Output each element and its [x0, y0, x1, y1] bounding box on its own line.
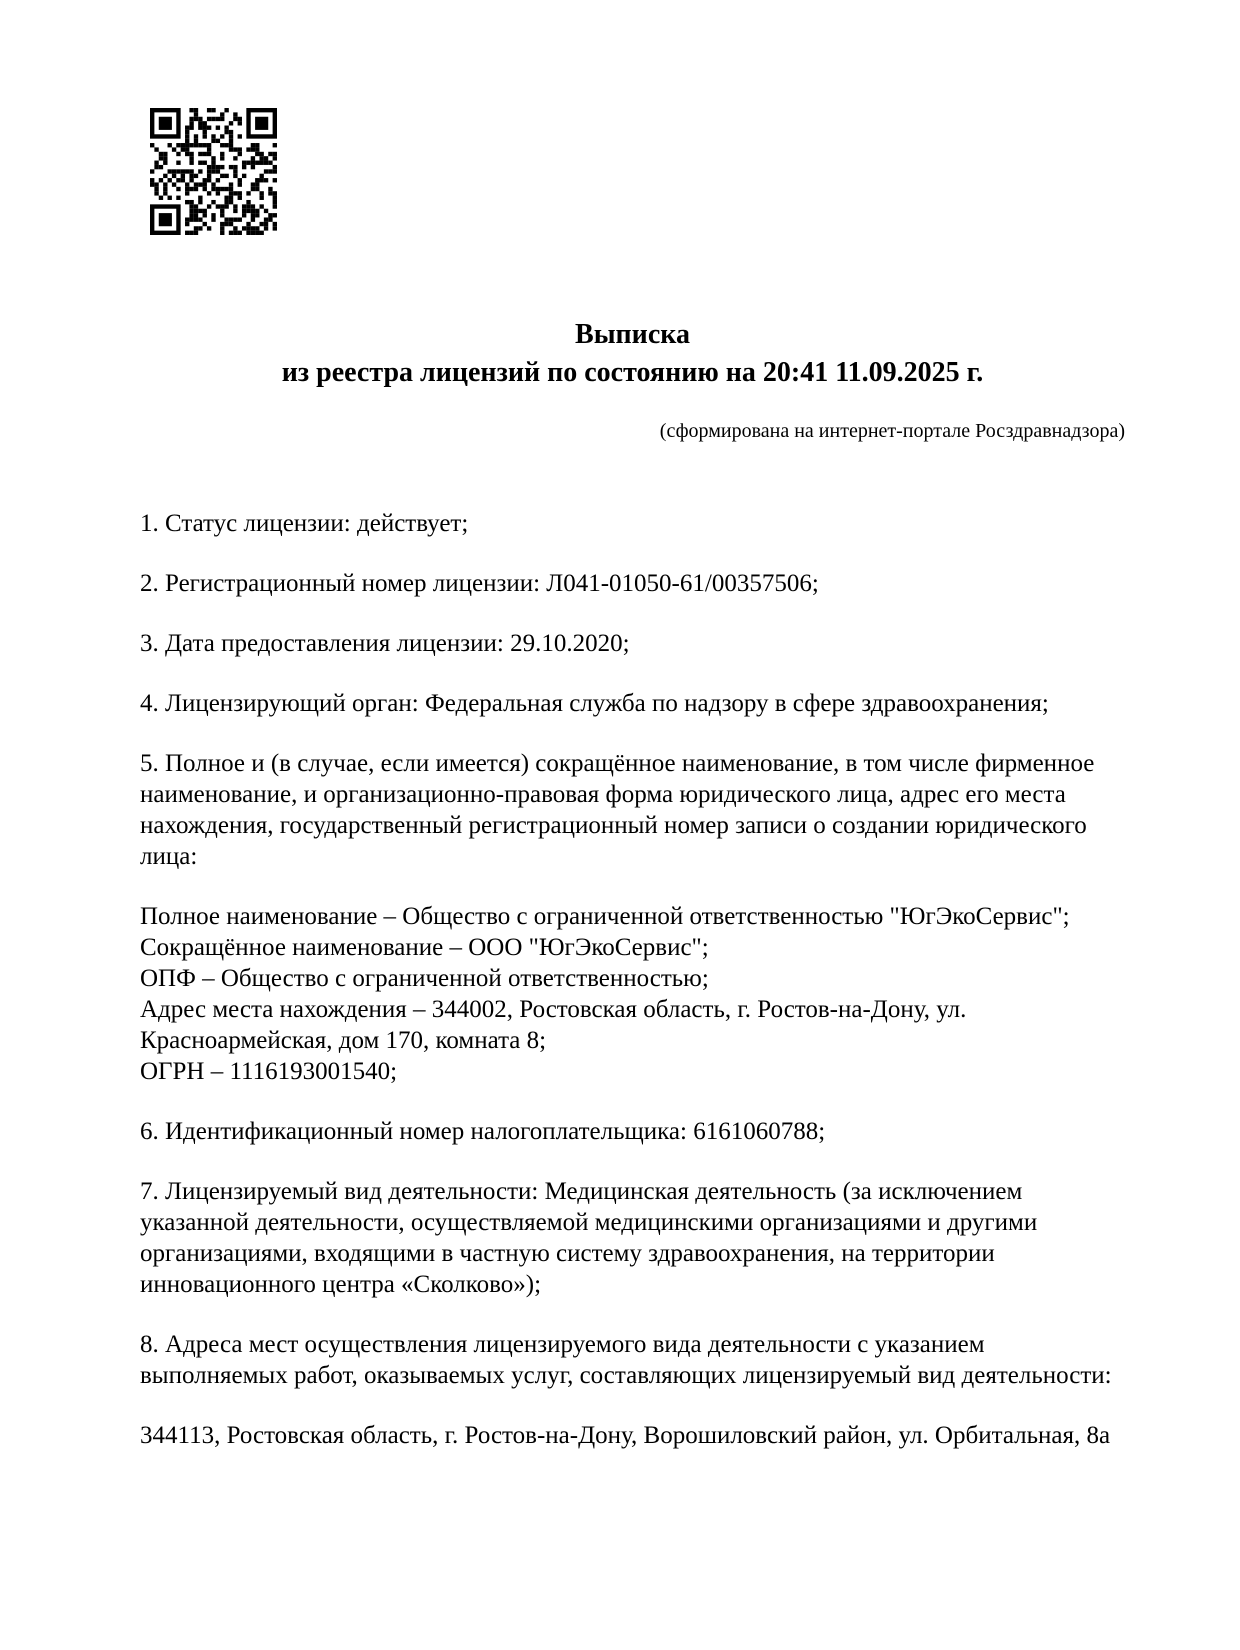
paragraph-line: 5. Полное и (в случае, если имеется) сокращённое наименование, в том числе фирменное наименование, и организационно-правовая форма юридического лица, адрес его места нахождения, государственный регистрационный номер записи о создании юридического лица: — [140, 750, 1095, 870]
document-title-line1: Выписка — [575, 319, 690, 350]
paragraph-line: ОГРН – 1116193001540; — [140, 1058, 398, 1085]
paragraph-line: ОПФ – Общество с ограниченной ответственностью; — [140, 965, 709, 992]
paragraph-line: 4. Лицензирующий орган: Федеральная служба по надзору в сфере здравоохранения; — [140, 690, 1049, 717]
document-subtitle: (сформирована на интернет-портале Росздравнадзора) — [659, 420, 1125, 442]
paragraph-activity-type — [140, 1176, 1127, 1300]
paragraph-org-info-heading — [140, 748, 1127, 872]
document-title-line2: из реестра лицензий по состоянию на 20:41 11.09.2025 г. — [281, 357, 984, 388]
paragraph-grant-date — [140, 628, 1127, 659]
paragraph-line: 344113, Ростовская область, г. Ростов-на-Дону, Ворошиловский район, ул. Орбитальная, 8а — [140, 1422, 1111, 1449]
paragraph-org-details — [140, 901, 1127, 1087]
paragraph-addresses-heading — [140, 1329, 1127, 1391]
paragraph-line: Полное наименование – Общество с ограниченной ответственностью "ЮгЭкоСервис"; — [140, 903, 1070, 930]
paragraph-line: 1. Статус лицензии: действует; — [140, 510, 469, 537]
paragraph-line: Адрес места нахождения – 344002, Ростовская область, г. Ростов-на-Дону, ул. Красноармейская, дом 170, комната 8; — [140, 996, 967, 1054]
paragraph-licensing-authority — [140, 688, 1127, 719]
paragraph-taxpayer-number — [140, 1116, 1127, 1147]
paragraph-activity-address — [140, 1420, 1127, 1451]
document-body — [140, 508, 1127, 1480]
qr-code — [150, 108, 277, 235]
paragraph-line: 3. Дата предоставления лицензии: 29.10.2020; — [140, 630, 630, 657]
paragraph-line: 8. Адреса мест осуществления лицензируемого вида деятельности с указанием выполняемых работ, оказываемых услуг, составляющих лицензируемый вид деятельности: — [140, 1331, 1112, 1389]
paragraph-line: Сокращённое наименование – ООО "ЮгЭкоСервис"; — [140, 934, 709, 961]
paragraph-line: 2. Регистрационный номер лицензии: Л041-01050-61/00357506; — [140, 570, 819, 597]
paragraph-line: 7. Лицензируемый вид деятельности: Медицинская деятельность (за исключением указанной деятельности, осуществляемой медицинскими организациями и другими организациями, входящими в частную систему здравоохранения, на территории инновационного центра «Сколково»); — [140, 1178, 1038, 1298]
document-title — [140, 316, 1125, 392]
paragraph-line: 6. Идентификационный номер налогоплательщика: 6161060788; — [140, 1118, 826, 1145]
paragraph-registration-number — [140, 568, 1127, 599]
paragraph-license-status — [140, 508, 1127, 539]
